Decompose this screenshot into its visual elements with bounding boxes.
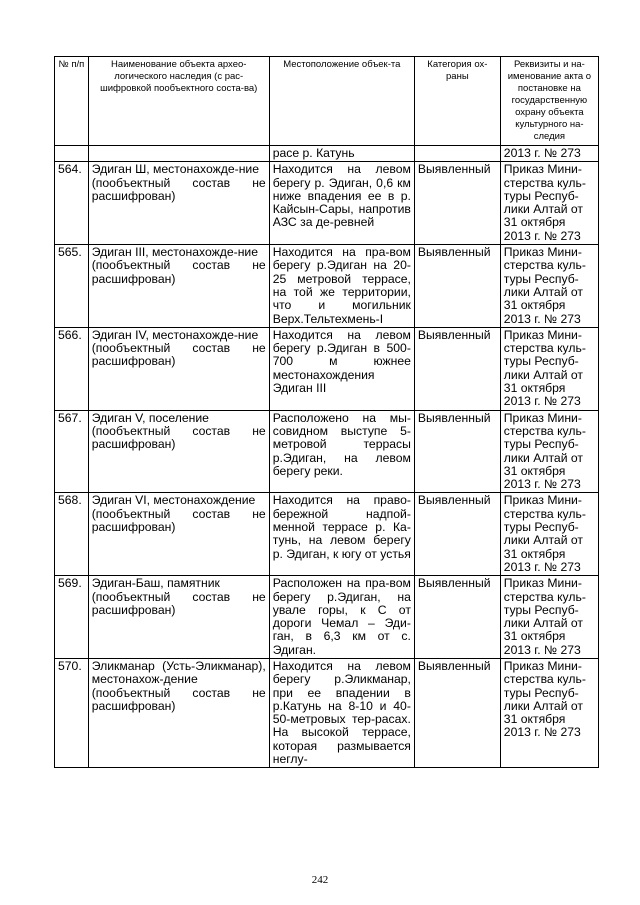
- registration-act: [500, 245, 598, 328]
- header-location: Местоположение объек-та: [269, 57, 414, 146]
- protection-category: Выявленный: [414, 576, 500, 659]
- registration-act-line: 2013 г. № 273: [503, 725, 581, 740]
- registration-act-line: 2013 г. № 273: [503, 228, 581, 243]
- registration-act-line: Приказ Мини-стерства куль-туры Респуб-лики Алтай от: [503, 327, 586, 382]
- protection-category: Выявленный: [414, 658, 500, 767]
- object-name: [88, 576, 269, 659]
- continuation-category: [414, 146, 500, 162]
- continuation-row: [55, 146, 599, 162]
- object-location: Расположен на пра-вом берегу р.Эдиган, на увале горы, к С от дороги Чемал – Эди-ган, в 6,3 км от с. Эдиган.: [269, 576, 414, 659]
- object-name: [88, 493, 269, 576]
- registration-act-line: 2013 г. № 273: [503, 394, 581, 409]
- header-category: Категория ох-раны: [414, 57, 500, 146]
- registration-act: [500, 493, 598, 576]
- object-name: [88, 162, 269, 245]
- table-row: [55, 576, 599, 659]
- header-name: Наименование объекта архео-логического наследия (с рас-шифровкой пообъектного соста-ва): [88, 57, 269, 146]
- object-location: Находится на пра-вом берегу р.Эдиган на 20-25 метровой террасе, на той же территории, что и могильник Верх.Тельтехмень-I: [269, 245, 414, 328]
- row-number: 564.: [55, 162, 89, 245]
- registration-act-line: 2013 г. № 273: [503, 311, 581, 326]
- object-name-line: Эдиган Ш, местонахожде-ние: [91, 162, 260, 177]
- row-number: 568.: [55, 493, 89, 576]
- page-number: 242: [311, 874, 329, 886]
- registration-act-line: Приказ Мини-стерства куль-туры Респуб-лики Алтай от: [503, 658, 586, 713]
- row-number: 565.: [55, 245, 89, 328]
- table-row: [55, 658, 599, 767]
- object-name: [88, 658, 269, 767]
- protection-category: Выявленный: [414, 162, 500, 245]
- registration-act: [500, 162, 598, 245]
- protection-category: Выявленный: [414, 245, 500, 328]
- object-name: [88, 327, 269, 410]
- table-row: [55, 245, 599, 328]
- object-name-line: (пообъектный состав не расшифрован): [91, 341, 266, 369]
- table-header-row: [55, 57, 599, 146]
- object-name-line: (пообъектный состав не расшифрован): [91, 685, 266, 713]
- registration-act-line: Приказ Мини-стерства куль-туры Респуб-лики Алтай от: [503, 493, 586, 548]
- heritage-table: [54, 56, 599, 768]
- registration-act-line: 31 октября: [503, 546, 566, 561]
- registration-act-line: 31 октября: [503, 215, 566, 230]
- object-name-line: Эдиган VI, местонахождение: [91, 493, 256, 508]
- continuation-num: [55, 146, 89, 162]
- table-row: [55, 162, 599, 245]
- table-row: [55, 493, 599, 576]
- row-number: 569.: [55, 576, 89, 659]
- object-location: Находится на левом берегу р.Эдиган в 500-700 м южнее местонахождения Эдиган III: [269, 327, 414, 410]
- header-num: № п/п: [55, 57, 89, 146]
- registration-act-line: Приказ Мини-стерства куль-туры Респуб-лики Алтай от: [503, 410, 586, 465]
- object-name-line: (пообъектный состав не расшифрован): [91, 589, 266, 617]
- continuation-location: расе р. Катунь: [269, 146, 414, 162]
- registration-act: [500, 658, 598, 767]
- registration-act-line: Приказ Мини-стерства куль-туры Респуб-лики Алтай от: [503, 245, 586, 299]
- object-name-line: Эдиган V, поселение: [91, 410, 209, 425]
- object-name-line: Эдиган III, местонахожде-ние: [91, 245, 259, 260]
- continuation-act: 2013 г. № 273: [500, 146, 598, 162]
- object-location: Находится на левом берегу р. Эдиган, 0,6 км ниже впадения ее в р. Кайсын-Сары, напротив АЗС за де-ревней: [269, 162, 414, 245]
- registration-act-line: 31 октября: [503, 298, 566, 313]
- object-name-line: (пообъектный состав не расшифрован): [91, 175, 266, 203]
- registration-act-line: 31 октября: [503, 629, 566, 644]
- object-name-line: Эликманар (Усть-Эликманар), местонахож-дение: [91, 658, 266, 687]
- continuation-name: [88, 146, 269, 162]
- row-number: 566.: [55, 327, 89, 410]
- object-name: [88, 410, 269, 493]
- row-number: 570.: [55, 658, 89, 767]
- registration-act: [500, 410, 598, 493]
- protection-category: Выявленный: [414, 493, 500, 576]
- protection-category: Выявленный: [414, 327, 500, 410]
- protection-category: Выявленный: [414, 410, 500, 493]
- object-name-line: (пообъектный состав не расшифрован): [91, 258, 266, 286]
- object-name-line: (пообъектный состав не расшифрован): [91, 506, 266, 535]
- registration-act: [500, 576, 598, 659]
- registration-act-line: 2013 г. № 273: [503, 477, 581, 492]
- row-number: 567.: [55, 410, 89, 493]
- registration-act-line: Приказ Мини-стерства куль-туры Респуб-лики Алтай от: [503, 576, 586, 631]
- object-location: Расположено на мы-совидном выступе 5-метровой террасы р.Эдиган, на левом берегу реки.: [269, 410, 414, 493]
- registration-act-line: 31 октября: [503, 381, 566, 396]
- registration-act: [500, 327, 598, 410]
- registration-act-line: 31 октября: [503, 712, 566, 727]
- header-act: Реквизиты и на-именование акта о постановке на государственную охрану объекта культурного на-следия: [500, 57, 598, 146]
- object-name: [88, 245, 269, 328]
- object-location: Находится на право-бережной надпой-менной террасе р. Ка-тунь, на левом берегу р. Эдиган, к югу от устья: [269, 493, 414, 576]
- registration-act-line: 31 октября: [503, 463, 566, 478]
- registration-act-line: 2013 г. № 273: [503, 642, 581, 657]
- object-name-line: (пообъектный состав не расшифрован): [91, 423, 266, 452]
- object-name-line: Эдиган-Баш, памятник: [91, 576, 220, 591]
- table-row: [55, 327, 599, 410]
- registration-act-line: 2013 г. № 273: [503, 559, 581, 574]
- object-location: Находится на левом берегу р.Эликманар, при ее впадении в р.Катунь на 8-10 и 40-50-метровых тер-расах. На высокой террасе, которая размывается неглу-: [269, 658, 414, 767]
- registration-act-line: Приказ Мини-стерства куль-туры Респуб-лики Алтай от: [503, 162, 586, 217]
- table-row: [55, 410, 599, 493]
- object-name-line: Эдиган IV, местонахожде-ние: [91, 327, 259, 342]
